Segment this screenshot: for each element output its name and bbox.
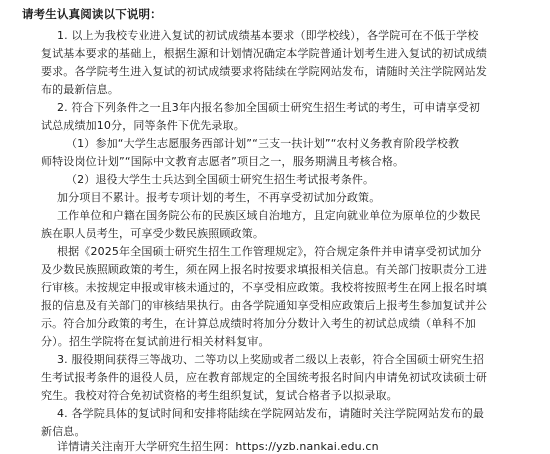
paragraph-line: 报的信息及有关部门的审核结果执行。由各学院通知享受相应政策后上报考生参加复试并公	[41, 299, 487, 312]
paragraph-line: 示。符合加分政策的考生，在计算总成绩时将加分分数计入考生的初试总成绩（单科不加	[41, 317, 476, 330]
paragraph-line: 根据《2025年全国硕士研究生招生工作管理规定》，符合规定条件并申请享受初试加分	[57, 245, 482, 258]
paragraph-line: 行审核。未按规定申报或审核未通过的，不享受相应政策。我校将按照考生在网上报名时填	[41, 281, 487, 294]
paragraph-line: 工作单位和户籍在国务院公布的民族区域自治地方，且定向就业单位为原单位的少数民	[57, 209, 481, 222]
document-title: 请考生认真阅读以下说明：	[22, 7, 162, 21]
paragraph-line: 4. 各学院具体的复试时间和安排将陆续在学院网站发布，请随时关注学院网站发布的最	[57, 407, 484, 420]
website-link-line[interactable]: 详情请关注南开大学研究生招生网：https://yzb.nankai.edu.cn	[57, 440, 379, 453]
paragraph-line: 新信息。	[41, 425, 86, 438]
paragraph-line: 分）。招生学院将在复试前进行相关材料复审。	[41, 335, 270, 348]
paragraph-line: （2）退役大学生士兵达到全国硕士研究生招生考试报考条件。	[66, 173, 375, 186]
paragraph-line: 生考试报考条件的退役人员，应在教育部规定的全国统考报名时间内申请免初试攻读硕士研	[41, 371, 487, 384]
paragraph-line: 师特设岗位计划”“国际中文教育志愿者”项目之一，服务期满且考核合格。	[41, 155, 405, 168]
paragraph-line: 加分项目不累计。报考专项计划的考生，不再享受初试加分政策。	[57, 191, 381, 204]
paragraph-line: 及少数民族照顾政策的考生，须在网上报名时按要求填报相关信息。有关部门按职责分工进	[41, 263, 487, 276]
paragraph-line: 复试基本要求的基础上，根据生源和计划情况确定本学院普通计划考生进入复试的初试成绩	[41, 47, 487, 60]
paragraph-line: 要求。各学院考生进入复试的初试成绩要求将陆续在学院网站发布，请随时关注学院网站发	[41, 65, 487, 78]
paragraph-line: 3. 服役期间获得三等战功、二等功以上奖励或者二级以上表彰，符合全国硕士研究生招	[57, 353, 484, 366]
paragraph-line: 1. 以上为我校专业进入复试的初试成绩基本要求（即学校线），各学院可在不低于学校	[57, 29, 479, 42]
paragraph-line: （1）参加“大学生志愿服务西部计划”“三支一扶计划”“农村义务教育阶段学校教	[66, 137, 460, 150]
paragraph-line: 2. 符合下列条件之一且3年内报名参加全国硕士研究生招生考试的考生，可申请享受初	[57, 101, 480, 114]
paragraph-line: 究生。我校对符合免初试资格的考生组织复试，复试合格者予以拟录取。	[41, 389, 398, 402]
paragraph-line: 试总成绩加10分，同等条件下优先录取。	[41, 119, 245, 132]
paragraph-line: 族在职人员考生，可享受少数民族照顾政策。	[41, 227, 264, 240]
paragraph-line: 布的最新信息。	[41, 83, 120, 96]
